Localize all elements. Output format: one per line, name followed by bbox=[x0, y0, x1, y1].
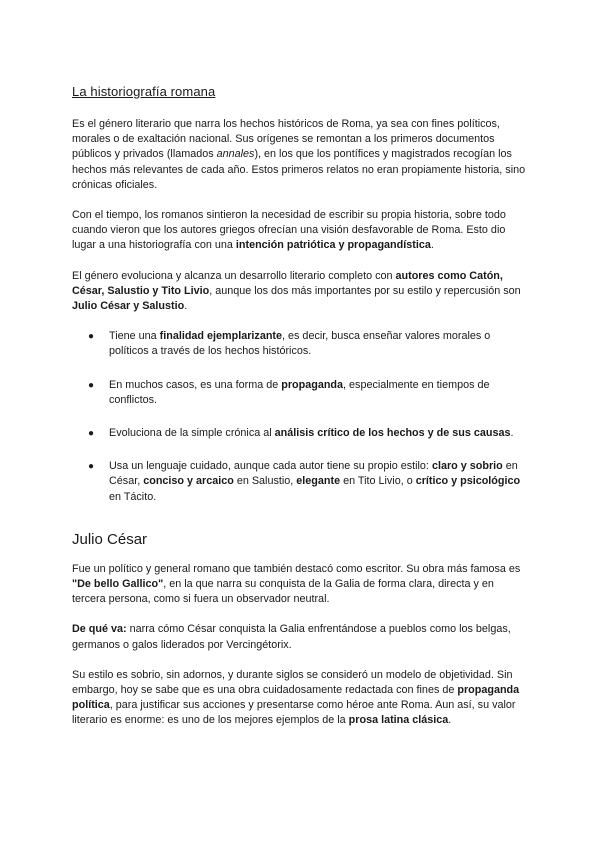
list-item: ● Usa un lenguaje cuidado, aunque cada autor tiene su propio estilo: claro y sobrio en César, conciso y arcaico en Salustio, elegante en Tito Livio, o crítico y psicológico en Tácito. bbox=[88, 460, 521, 503]
page-title: La historiografía romana bbox=[72, 84, 216, 99]
paragraph-patriotic: Con el tiempo, los romanos sintieron la necesidad de escribir su propia historia, sobre todo cuando vieron que los autores griegos ofrecían una visión desfavorable de Roma. Esto dio lugar a una historiografía con una intención patriótica y propagandística. bbox=[72, 209, 506, 252]
paragraph-evolution: El género evoluciona y alcanza un desarrollo literario completo con autores como Catón, César, Salustio y Tito Livio, aunque los dos más importantes por su estilo y repercusión son Julio César y Salustio. bbox=[72, 269, 521, 313]
bullet-icon: ● bbox=[88, 428, 95, 440]
paragraph-julio-intro: Fue un político y general romano que también destacó como escritor. Su obra más famosa es "De bello Gallico", en la que narra su conquista de la Galia de forma clara, directa y en tercera persona, como si fuera un observador neutral. bbox=[72, 562, 521, 606]
list-item: ● Evoluciona de la simple crónica al análisis crítico de los hechos y de sus causas. bbox=[72, 426, 528, 441]
list-item: ● Tiene una finalidad ejemplarizante, es decir, busca enseñar valores morales o políticos a través de los hechos históricos. bbox=[88, 330, 491, 358]
bullet-icon: ● bbox=[88, 461, 95, 473]
bullet-icon: ● bbox=[88, 331, 95, 343]
list-item: ● En muchos casos, es una forma de propaganda, especialmente en tiempos de conflictos. bbox=[88, 378, 490, 406]
paragraph-origins: Es el género literario que narra los hechos históricos de Roma, ya sea con fines políticos, morales o de exaltación nacional. Sus orígenes se remontan a los primeros documentos públicos y privados (llamados annales), en los que los pontífices y magistrados recogían los hechos más relevantes de cada año. Estos primeros relatos no eran propiamente historia, sino crónicas oficiales. bbox=[72, 118, 526, 191]
characteristics-list bbox=[72, 329, 528, 505]
paragraph-style: Su estilo es sobrio, sin adornos, y durante siglos se consideró un modelo de objetividad. Sin embargo, hoy se sabe que es una obra cuidadosamente redactada con fines de propaganda política, para justificar sus acciones y presentarse como héroe ante Roma. Aun así, su valor literario es enorme: es uno de los mejores ejemplos de la prosa latina clásica. bbox=[72, 668, 520, 727]
document-content bbox=[72, 84, 528, 744]
paragraph-de-que-va: De qué va: narra cómo César conquista la Galia enfrentándose a pueblos como los belgas, germanos o galos liderados por Vercingétorix. bbox=[72, 623, 511, 651]
section-title-julio-cesar: Julio César bbox=[72, 530, 148, 548]
bullet-icon: ● bbox=[88, 379, 95, 391]
